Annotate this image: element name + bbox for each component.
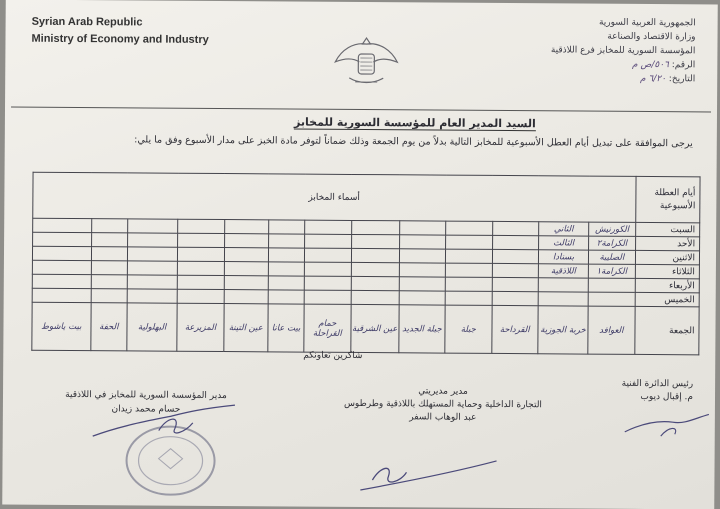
bakery-cell: القرداحة: [491, 305, 538, 353]
letter-date: [515, 71, 695, 86]
signature-left-scribble-icon: [89, 402, 239, 443]
date-label: التاريخ:: [668, 74, 696, 85]
header-english: [31, 14, 208, 49]
day-thursday: الخميس: [635, 292, 700, 306]
eagle-emblem-icon: [331, 32, 401, 90]
signature-middle-title: مدير مديريتي: [418, 386, 468, 397]
bakery-cell: العوافد: [588, 306, 635, 354]
bakery-schedule-table: [31, 172, 700, 356]
bakery-cell: الكرامة١: [589, 264, 635, 278]
header-arabic-branch: المؤسسة السورية للمخابز فرع اللاذقية: [550, 45, 696, 57]
bakery-cell: خربة الجوزية: [538, 306, 589, 354]
signature-right-title: رئيس الدائرة الفنية: [621, 378, 694, 390]
day-saturday: السبت: [635, 222, 700, 236]
day-tuesday: الثلاثاء: [635, 264, 700, 278]
header-arabic: [515, 15, 695, 86]
signature-left-name: حسام محمد زيدان: [111, 404, 181, 415]
signature-right-name: م. إقبال ديوب: [640, 391, 694, 403]
day-monday: الاثنين: [635, 250, 700, 264]
bakery-cell: بيت ياشوط: [32, 302, 91, 350]
closing-thanks: شاكرين تعاونكم: [303, 350, 363, 362]
addressee-text: السيد المدير العام للمؤسسة السورية للمخابز: [294, 115, 536, 131]
header-divider: [11, 107, 711, 113]
signature-block-right: [583, 378, 693, 405]
reference-number: [515, 57, 695, 72]
bakery-cell: جبلة: [445, 305, 492, 353]
reference-value: ٥٠٦/ص م: [631, 59, 669, 71]
bakery-cell: عين الشرقية: [350, 304, 399, 352]
bakery-cell: البهلولية: [127, 303, 178, 351]
reference-label: الرقم:: [671, 60, 696, 71]
bakery-cell: جبلة الجديد: [399, 305, 446, 353]
signature-middle-org: التجارة الداخلية وحماية المستهلك باللاذقية وطرطوس: [343, 398, 542, 411]
header-ministry: Ministry of Economy and Industry: [31, 32, 209, 46]
friday-row: [32, 302, 699, 355]
signature-middle-scribble-icon: [352, 442, 502, 495]
bakery-cell: الكرامة٢: [589, 236, 635, 250]
letter-body: يرجى الموافقة على تبديل أيام العطل الأسبوعية للمخابز التالية بدلاً من يوم الجمعة وذلك ضماناً لتوفر مادة الخبز على مدار الأسبوع وفق ما يلي:: [134, 134, 693, 150]
bakery-cell: الكورنيش: [589, 222, 635, 236]
header-arabic-ministry: وزارة الاقتصاد والصناعة: [607, 31, 696, 43]
letter-addressee: [255, 115, 575, 130]
signature-block-middle: [333, 385, 553, 426]
bakery-cell: الثالث: [538, 236, 588, 250]
header-arabic-country: الجمهورية العربية السورية: [598, 17, 696, 29]
bakery-cell: الحفة: [91, 303, 128, 351]
day-friday: الجمعة: [634, 306, 699, 354]
bakery-cell: عين التينة: [223, 304, 268, 352]
bakery-cell: الثاني: [538, 222, 588, 236]
signature-right-scribble-icon: [621, 410, 713, 443]
bakery-cell: بيت عانا: [268, 304, 305, 352]
signature-middle-name: عبد الوهاب السفر: [409, 412, 477, 423]
signature-left-title: مدير المؤسسة السورية للمخابز في اللاذقية: [65, 389, 227, 402]
table-header-row: [33, 172, 700, 223]
bakery-cell: اللاذقية: [538, 264, 588, 278]
document-page: [2, 0, 718, 509]
header-country: Syrian Arab Republic: [31, 15, 143, 29]
bakery-cell: الصليبة: [589, 250, 635, 264]
bakery-cell: المزيرعة: [177, 303, 224, 351]
bakery-cell: حمام القراحلة: [304, 304, 351, 352]
date-value: ٦/٢٠ م: [639, 73, 666, 85]
days-header: أيام العطلة الأسبوعية: [635, 176, 700, 222]
day-sunday: الأحد: [635, 236, 700, 250]
bakery-names-header: أسماء المخابز: [33, 172, 636, 222]
day-wednesday: الأربعاء: [635, 278, 700, 292]
bakery-cell: بسنادا: [538, 250, 588, 264]
